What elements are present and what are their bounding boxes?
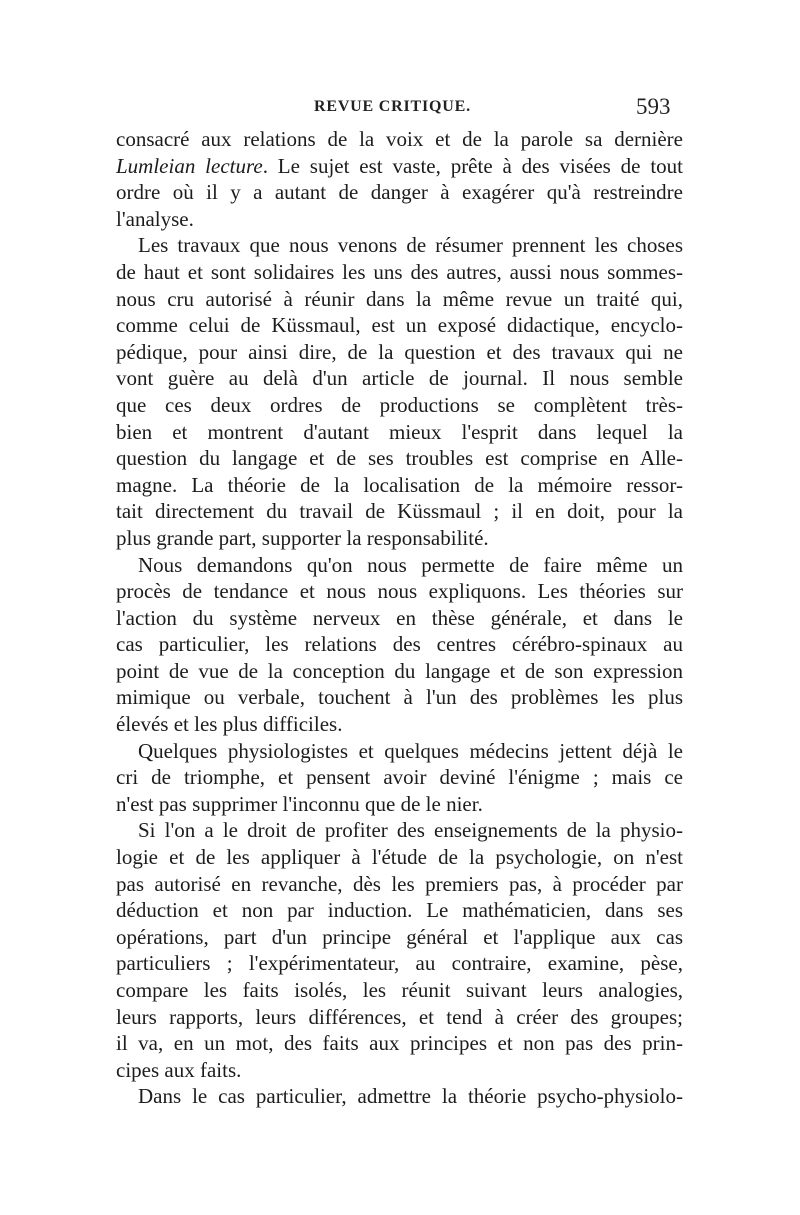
text-run: l'action du système nerveux en thèse générale, et dans le [116, 605, 683, 630]
text-run: leurs rapports, leurs différences, et tend à créer des groupes; [116, 1004, 683, 1029]
body-text [116, 126, 683, 1110]
text-run: plus grande part, supporter la responsabilité. [116, 525, 489, 550]
text-line [116, 525, 683, 552]
text-line [116, 126, 683, 153]
text-run: Si l'on a le droit de profiter des enseignements de la physio- [138, 818, 683, 843]
text-line [116, 1083, 683, 1110]
text-run: bien et montrent d'autant mieux l'esprit dans lequel la [116, 419, 683, 444]
text-line [116, 791, 683, 818]
text-line [116, 578, 683, 605]
text-line [116, 605, 683, 632]
text-line [116, 844, 683, 871]
text-line [116, 1004, 683, 1031]
text-run: pas autorisé en revanche, dès les premiers pas, à procéder par [116, 871, 683, 896]
text-run: cri de triomphe, et pensent avoir deviné l'énigme ; mais ce [116, 765, 683, 790]
text-run: que ces deux ordres de productions se complètent très- [116, 392, 683, 417]
text-run: compare les faits isolés, les réunit suivant leurs analogies, [116, 978, 683, 1002]
text-run: cas particulier, les relations des centres cérébro-spinaux au [116, 632, 683, 657]
text-run: n'est pas supprimer l'inconnu que de le nier. [116, 791, 483, 816]
text-run: particuliers ; l'expérimentateur, au contraire, examine, pèse, [116, 951, 683, 976]
text-line [116, 232, 683, 259]
text-run: logie et de les appliquer à l'étude de la psychologie, on n'est [116, 845, 683, 870]
paragraph [116, 232, 683, 551]
text-run: opérations, part d'un principe général et l'applique aux cas [116, 924, 683, 949]
paragraph [116, 552, 683, 738]
text-line [116, 1057, 683, 1084]
text-run: Les travaux que nous venons de résumer prennent les choses [138, 233, 683, 258]
text-run: l'analyse. [116, 206, 194, 231]
text-line [116, 179, 683, 206]
text-run: consacré aux relations de la voix et de la parole sa dernière [116, 127, 683, 151]
text-run: élevés et les plus difficiles. [116, 712, 343, 737]
text-line [116, 392, 683, 419]
text-run: vont guère au delà d'un article de journal. Il nous semble [116, 366, 683, 391]
paragraph [116, 1083, 683, 1110]
text-line [116, 365, 683, 392]
text-line [116, 924, 683, 951]
text-run: il va, en un mot, des faits aux principes et non pas des prin- [116, 1031, 683, 1056]
text-line [116, 153, 683, 180]
text-line [116, 684, 683, 711]
text-line [116, 738, 683, 765]
italic-title: Lumleian lecture [116, 153, 263, 178]
text-line [116, 977, 683, 1004]
paragraph [116, 817, 683, 1083]
text-run: pédique, pour ainsi dire, de la question et des travaux qui ne [116, 339, 683, 364]
text-run: question du langage et de ses troubles est comprise en Alle- [116, 446, 683, 471]
text-line [116, 711, 683, 738]
text-run: comme celui de Küssmaul, est un exposé didactique, encyclo- [116, 313, 683, 338]
text-line [116, 498, 683, 525]
text-run: déduction et non par induction. Le mathématicien, dans ses [116, 898, 683, 923]
text-run: Quelques physiologistes et quelques médecins jettent déjà le [138, 738, 683, 763]
text-run: mimique ou verbale, touchent à l'un des problèmes les plus [116, 685, 683, 710]
text-line [116, 897, 683, 924]
page-header [0, 94, 800, 122]
text-line [116, 312, 683, 339]
text-run: Dans le cas particulier, admettre la théorie psycho-physiolo- [138, 1084, 683, 1109]
paragraph [116, 738, 683, 818]
text-line [116, 445, 683, 472]
text-run: Nous demandons qu'on nous permette de faire même un [138, 552, 683, 577]
text-line [116, 950, 683, 977]
text-run: nous cru autorisé à réunir dans la même revue un traité qui, [116, 286, 683, 311]
text-run: tait directement du travail de Küssmaul ; il en doit, pour la [116, 499, 683, 524]
text-run: de haut et sont solidaires les uns des autres, aussi nous sommes- [116, 259, 683, 284]
text-run: magne. La théorie de la localisation de la mémoire ressor- [116, 472, 683, 497]
paragraph [116, 126, 683, 232]
text-line [116, 472, 683, 499]
text-run: ordre où il y a autant de danger à exagérer qu'à restreindre [116, 180, 683, 205]
text-line [116, 764, 683, 791]
text-line [116, 259, 683, 286]
text-line [116, 658, 683, 685]
text-run: procès de tendance et nous nous expliquons. Les théories sur [116, 579, 683, 604]
text-line [116, 1030, 683, 1057]
running-head: REVUE CRITIQUE. [314, 98, 471, 115]
text-run: . Le sujet est vaste, prête à des visées de tout [262, 153, 683, 178]
text-line [116, 419, 683, 446]
text-line [116, 871, 683, 898]
text-line [116, 206, 683, 233]
text-line [116, 631, 683, 658]
text-run: point de vue de la conception du langage et de son expression [116, 658, 683, 683]
text-line [116, 286, 683, 313]
text-run: cipes aux faits. [116, 1057, 242, 1082]
text-line [116, 817, 683, 844]
text-line [116, 552, 683, 579]
page-number: 593 [636, 94, 671, 119]
text-line [116, 339, 683, 366]
